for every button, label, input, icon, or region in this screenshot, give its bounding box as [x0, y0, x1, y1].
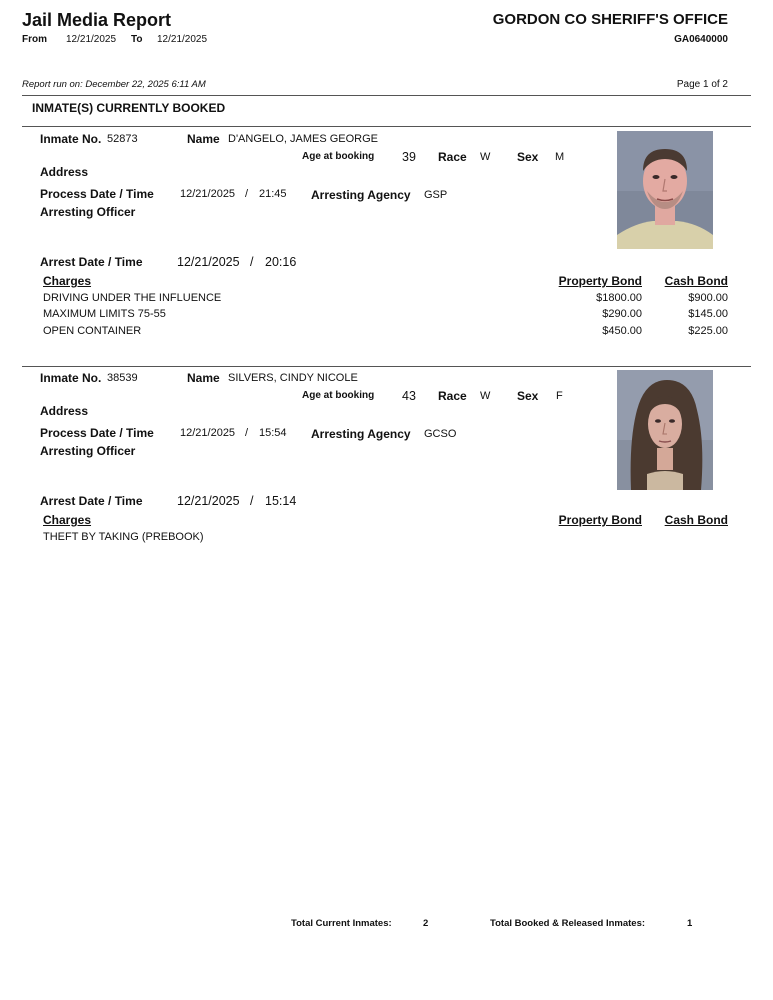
name-label: Name — [187, 132, 220, 146]
arrest-date-value: 12/21/2025 — [177, 255, 240, 269]
total-released-label: Total Booked & Released Inmates: — [490, 918, 646, 929]
inmate-mugshot — [617, 131, 713, 249]
inmate-no-label: Inmate No. — [40, 132, 102, 146]
process-date-value: 12/21/2025 — [180, 427, 236, 439]
arresting-agency-value: GCSO — [424, 428, 457, 440]
agency-code: GA0640000 — [674, 34, 728, 45]
charges-header: Charges — [43, 274, 92, 288]
inmate-no-value: 38539 — [107, 372, 138, 384]
charge-desc: OPEN CONTAINER — [43, 325, 142, 337]
sex-value: M — [555, 151, 565, 163]
to-label: To — [131, 34, 143, 45]
race-label: Race — [438, 150, 467, 164]
slash: / — [245, 427, 249, 439]
property-bond-header: Property Bond — [558, 513, 642, 527]
page-number: Page 1 of 2 — [676, 79, 728, 90]
address-label: Address — [40, 404, 89, 418]
property-bond-header: Property Bond — [558, 274, 642, 288]
arresting-officer-label: Arresting Officer — [40, 444, 136, 458]
arrest-time-value: 20:16 — [265, 255, 297, 269]
age-label: Age at booking — [302, 390, 375, 401]
arresting-officer-label: Arresting Officer — [40, 205, 136, 219]
property-bond-value: $450.00 — [602, 325, 642, 337]
report-title: Jail Media Report — [22, 10, 172, 30]
slash: / — [250, 494, 254, 508]
from-date: 12/21/2025 — [66, 34, 117, 45]
race-value: W — [480, 151, 491, 163]
arrest-date-label: Arrest Date / Time — [40, 494, 143, 508]
race-value: W — [480, 390, 491, 402]
process-time-value: 15:54 — [259, 427, 287, 439]
inmate-mugshot — [617, 370, 713, 490]
charges-header: Charges — [43, 513, 92, 527]
agency-name: GORDON CO SHERIFF'S OFFICE — [492, 11, 728, 28]
inmate-name: D'ANGELO, JAMES GEORGE — [228, 133, 379, 145]
process-date-label: Process Date / Time — [40, 426, 154, 440]
sex-label: Sex — [517, 150, 539, 164]
charge-desc: THEFT BY TAKING (PREBOOK) — [43, 531, 204, 543]
inmate-divider — [22, 366, 751, 367]
age-label: Age at booking — [302, 151, 375, 162]
total-released-value: 1 — [687, 918, 693, 929]
slash: / — [245, 188, 249, 200]
inmate-no-label: Inmate No. — [40, 371, 102, 385]
age-value: 43 — [402, 389, 416, 403]
total-current-label: Total Current Inmates: — [291, 918, 392, 929]
cash-bond-header: Cash Bond — [664, 513, 728, 527]
section-divider — [22, 126, 751, 127]
slash: / — [250, 255, 254, 269]
charge-desc: DRIVING UNDER THE INFLUENCE — [43, 292, 222, 304]
process-time-value: 21:45 — [259, 188, 287, 200]
race-label: Race — [438, 389, 467, 403]
arrest-date-value: 12/21/2025 — [177, 494, 240, 508]
arrest-date-label: Arrest Date / Time — [40, 255, 143, 269]
property-bond-value: $1800.00 — [596, 292, 642, 304]
arresting-agency-label: Arresting Agency — [311, 188, 411, 202]
header-divider — [22, 95, 751, 96]
cash-bond-value: $145.00 — [688, 308, 728, 320]
arresting-agency-label: Arresting Agency — [311, 427, 411, 441]
inmate-no-value: 52873 — [107, 133, 138, 145]
age-value: 39 — [402, 150, 416, 164]
from-label: From — [22, 34, 47, 45]
process-date-value: 12/21/2025 — [180, 188, 236, 200]
to-date: 12/21/2025 — [157, 34, 208, 45]
charge-desc: MAXIMUM LIMITS 75-55 — [43, 308, 166, 320]
total-current-value: 2 — [423, 918, 429, 929]
cash-bond-value: $225.00 — [688, 325, 728, 337]
sex-label: Sex — [517, 389, 539, 403]
cash-bond-header: Cash Bond — [664, 274, 728, 288]
inmate-name: SILVERS, CINDY NICOLE — [228, 372, 358, 384]
arresting-agency-value: GSP — [424, 189, 448, 201]
section-title: INMATE(S) CURRENTLY BOOKED — [32, 101, 226, 115]
property-bond-value: $290.00 — [602, 308, 642, 320]
cash-bond-value: $900.00 — [688, 292, 728, 304]
process-date-label: Process Date / Time — [40, 187, 154, 201]
address-label: Address — [40, 165, 89, 179]
report-run-on: Report run on: December 22, 2025 6:11 AM — [22, 79, 206, 90]
arrest-time-value: 15:14 — [265, 494, 297, 508]
name-label: Name — [187, 371, 220, 385]
sex-value: F — [556, 390, 563, 402]
